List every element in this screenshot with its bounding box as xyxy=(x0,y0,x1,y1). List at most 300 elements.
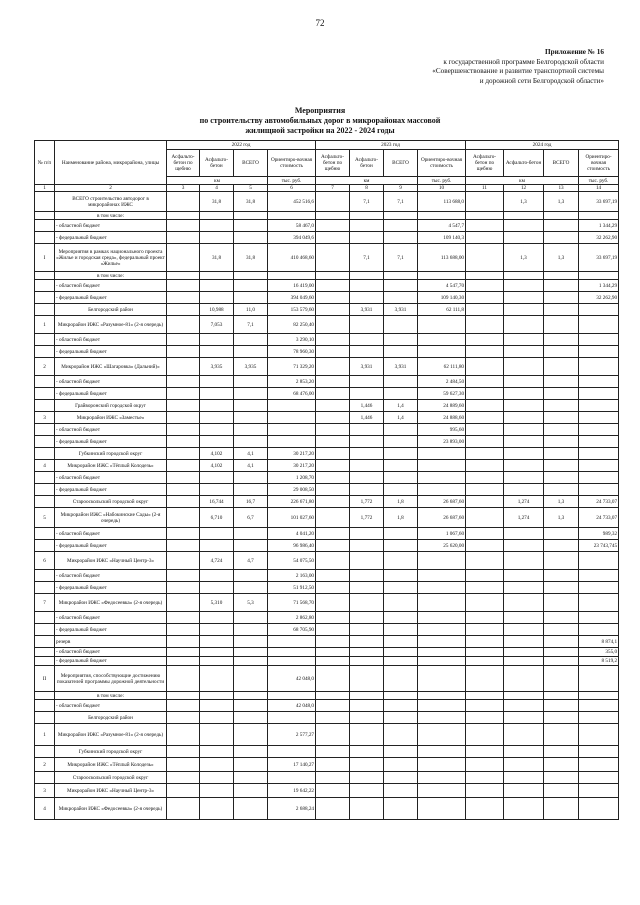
cell-value xyxy=(234,292,268,304)
cell-value xyxy=(504,758,544,772)
cell-value xyxy=(466,582,504,594)
cell-value xyxy=(350,280,384,292)
cell-value xyxy=(316,624,350,636)
cell-value xyxy=(268,272,316,280)
cell-value xyxy=(167,692,200,700)
cell-value xyxy=(384,528,418,540)
cell-value xyxy=(316,700,350,712)
column-number: 6 xyxy=(268,185,316,192)
cell-value xyxy=(544,376,579,388)
cell-value xyxy=(544,448,579,460)
row-number xyxy=(35,472,55,484)
cell-value xyxy=(350,334,384,346)
cell-value: 29 008,50 xyxy=(268,484,316,496)
cell-value: 355,0 xyxy=(579,648,619,657)
cell-value xyxy=(234,424,268,436)
cell-value xyxy=(466,496,504,508)
cell-value: 5,310 xyxy=(200,594,234,612)
cell-value xyxy=(200,700,234,712)
cell-value: 3,935 xyxy=(200,358,234,376)
cell-value: 3,931 xyxy=(384,304,418,316)
cell-value xyxy=(544,648,579,657)
cell-value xyxy=(350,388,384,400)
row-name: - федеральный бюджет xyxy=(55,582,167,594)
cell-value xyxy=(384,700,418,712)
cell-value xyxy=(167,772,200,784)
cell-value xyxy=(466,472,504,484)
cell-value xyxy=(466,612,504,624)
cell-value: 4,724 xyxy=(200,552,234,570)
cell-value: 7,1 xyxy=(384,244,418,272)
cell-value xyxy=(316,448,350,460)
cell-value xyxy=(544,798,579,820)
cell-value xyxy=(234,648,268,657)
cell-value: 109 140,30 xyxy=(418,292,466,304)
cell-value: 16,7 xyxy=(234,496,268,508)
cell-value: 19 642,22 xyxy=(268,784,316,798)
cell-value xyxy=(234,540,268,552)
cell-value xyxy=(466,304,504,316)
cell-value xyxy=(544,552,579,570)
sub-header: ВСЕГО xyxy=(384,150,418,177)
cell-value xyxy=(418,582,466,594)
cell-value xyxy=(466,244,504,272)
table-row xyxy=(35,636,619,648)
cell-value xyxy=(579,772,619,784)
cell-value xyxy=(268,636,316,648)
row-number xyxy=(35,232,55,244)
cell-value xyxy=(316,657,350,666)
cell-value: 62 111,8 xyxy=(418,304,466,316)
cell-value xyxy=(200,272,234,280)
table-row xyxy=(35,746,619,758)
cell-value xyxy=(350,746,384,758)
cell-value: 5,3 xyxy=(234,594,268,612)
cell-value: 2 853,20 xyxy=(268,376,316,388)
table-row xyxy=(35,700,619,712)
cell-value xyxy=(544,624,579,636)
cell-value xyxy=(350,460,384,472)
row-name: Микрорайон ИЖС «Научный Центр-3» xyxy=(55,784,167,798)
cell-value xyxy=(167,472,200,484)
row-name: - областной бюджет xyxy=(55,528,167,540)
cell-value xyxy=(350,424,384,436)
cell-value xyxy=(544,232,579,244)
cell-value: 995,60 xyxy=(418,424,466,436)
cell-value xyxy=(350,316,384,334)
cell-value: 4 547,70 xyxy=(418,280,466,292)
cell-value xyxy=(234,388,268,400)
cell-value xyxy=(544,666,579,692)
cell-value xyxy=(167,624,200,636)
cell-value xyxy=(579,212,619,220)
cell-value xyxy=(384,472,418,484)
cell-value xyxy=(316,334,350,346)
title-line: жилищной застройки на 2022 - 2024 годы xyxy=(245,125,395,135)
row-name: Микрорайон ИЖС «Разумное-81» (2-я очередь) xyxy=(55,724,167,746)
row-number: 3 xyxy=(35,784,55,798)
row-name: в том числе: xyxy=(55,692,167,700)
cell-value xyxy=(579,388,619,400)
cell-value xyxy=(466,192,504,212)
row-number: 4 xyxy=(35,460,55,472)
table-row xyxy=(35,472,619,484)
cell-value xyxy=(234,666,268,692)
row-number: 3 xyxy=(35,412,55,424)
row-name: - областной бюджет xyxy=(55,424,167,436)
cell-value xyxy=(544,724,579,746)
cell-value xyxy=(544,400,579,412)
cell-value: 1,8 xyxy=(384,508,418,528)
cell-value xyxy=(418,700,466,712)
cell-value xyxy=(384,212,418,220)
row-number xyxy=(35,712,55,724)
cell-value xyxy=(544,316,579,334)
unit-header: км xyxy=(466,177,579,185)
cell-value: 2 862,80 xyxy=(268,612,316,624)
column-number: 10 xyxy=(418,185,466,192)
cell-value xyxy=(466,758,504,772)
cell-value xyxy=(384,724,418,746)
cell-value xyxy=(234,724,268,746)
cell-value xyxy=(544,746,579,758)
cell-value: 26 687,60 xyxy=(418,508,466,528)
row-name: - областной бюджет xyxy=(55,334,167,346)
cell-value xyxy=(316,376,350,388)
cell-value: 1,3 xyxy=(504,192,544,212)
sub-header: Асфальто-бетон по щебню xyxy=(466,150,504,177)
cell-value xyxy=(200,472,234,484)
table-row xyxy=(35,496,619,508)
cell-value xyxy=(544,346,579,358)
cell-value xyxy=(384,798,418,820)
cell-value xyxy=(384,758,418,772)
cell-value: 1,446 xyxy=(350,400,384,412)
cell-value xyxy=(544,484,579,496)
table-row xyxy=(35,666,619,692)
sub-header: Ориентиро-вочная стоимость xyxy=(418,150,466,177)
cell-value xyxy=(200,758,234,772)
cell-value xyxy=(579,272,619,280)
row-name: Микрорайон ИЖС «Тёплый Колодезь» xyxy=(55,460,167,472)
cell-value xyxy=(466,484,504,496)
cell-value xyxy=(167,746,200,758)
cell-value: 24 733,07 xyxy=(579,496,619,508)
cell-value xyxy=(579,700,619,712)
cell-value: 62 111,80 xyxy=(418,358,466,376)
cell-value xyxy=(350,624,384,636)
cell-value xyxy=(384,280,418,292)
cell-value xyxy=(504,280,544,292)
cell-value xyxy=(167,648,200,657)
cell-value xyxy=(418,798,466,820)
row-name: - областной бюджет xyxy=(55,220,167,232)
cell-value xyxy=(316,648,350,657)
cell-value xyxy=(316,692,350,700)
row-number xyxy=(35,292,55,304)
cell-value: 989,32 xyxy=(579,528,619,540)
table-row xyxy=(35,784,619,798)
row-number: 7 xyxy=(35,594,55,612)
table-row xyxy=(35,540,619,552)
sub-header: ВСЕГО xyxy=(544,150,579,177)
row-name: Микрорайон ИЖС «Разумное-81» (2-я очередь) xyxy=(55,316,167,334)
cell-value xyxy=(316,496,350,508)
cell-value xyxy=(418,636,466,648)
cell-value xyxy=(466,460,504,472)
cell-value xyxy=(544,657,579,666)
cell-value: 11,0 xyxy=(234,304,268,316)
unit-header: км xyxy=(316,177,418,185)
cell-value xyxy=(200,798,234,820)
cell-value xyxy=(579,472,619,484)
cell-value xyxy=(234,412,268,424)
cell-value xyxy=(200,346,234,358)
cell-value xyxy=(504,692,544,700)
unit-header: тыс. руб. xyxy=(418,177,466,185)
cell-value xyxy=(466,798,504,820)
cell-value xyxy=(504,552,544,570)
column-number: 2 xyxy=(55,185,167,192)
cell-value xyxy=(200,400,234,412)
cell-value xyxy=(350,724,384,746)
row-number xyxy=(35,648,55,657)
cell-value xyxy=(234,700,268,712)
cell-value xyxy=(350,346,384,358)
cell-value xyxy=(466,400,504,412)
row-number: 5 xyxy=(35,508,55,528)
table-row xyxy=(35,388,619,400)
cell-value xyxy=(544,692,579,700)
row-name: - федеральный бюджет xyxy=(55,540,167,552)
cell-value xyxy=(504,484,544,496)
cell-value xyxy=(268,412,316,424)
row-name: Микрорайон ИЖС «Заместье» xyxy=(55,412,167,424)
cell-value xyxy=(418,746,466,758)
cell-value xyxy=(316,424,350,436)
cell-value: 113 688,00 xyxy=(418,244,466,272)
cell-value xyxy=(350,594,384,612)
cell-value xyxy=(466,528,504,540)
table-row xyxy=(35,346,619,358)
row-name: - федеральный бюджет xyxy=(55,657,167,666)
cell-value xyxy=(418,570,466,582)
cell-value xyxy=(234,570,268,582)
cell-value xyxy=(316,540,350,552)
cell-value xyxy=(167,272,200,280)
cell-value xyxy=(579,758,619,772)
cell-value xyxy=(200,292,234,304)
cell-value xyxy=(167,280,200,292)
row-name: Мероприятия в рамках национального проекта «Жилье и городская среда», федеральный проект «Жилье» xyxy=(55,244,167,272)
cell-value xyxy=(316,484,350,496)
cell-value xyxy=(234,436,268,448)
cell-value xyxy=(268,772,316,784)
cell-value xyxy=(504,272,544,280)
cell-value xyxy=(350,784,384,798)
cell-value xyxy=(544,334,579,346)
row-name: Микрорайон ИЖС «Федосеевка» (2-я очередь) xyxy=(55,798,167,820)
row-name: - федеральный бюджет xyxy=(55,292,167,304)
cell-value xyxy=(167,712,200,724)
cell-value xyxy=(579,594,619,612)
cell-value: 68 705,90 xyxy=(268,624,316,636)
cell-value xyxy=(504,724,544,746)
cell-value xyxy=(167,700,200,712)
cell-value xyxy=(418,657,466,666)
row-name: - федеральный бюджет xyxy=(55,624,167,636)
cell-value xyxy=(466,624,504,636)
cell-value xyxy=(316,636,350,648)
cell-value xyxy=(316,388,350,400)
cell-value xyxy=(418,316,466,334)
cell-value xyxy=(350,582,384,594)
cell-value xyxy=(316,612,350,624)
table-row xyxy=(35,624,619,636)
row-number xyxy=(35,540,55,552)
cell-value xyxy=(316,528,350,540)
row-number xyxy=(35,528,55,540)
cell-value: 42 048,0 xyxy=(268,666,316,692)
cell-value xyxy=(350,232,384,244)
appendix-line: к государственной программе Белгородской области xyxy=(443,57,604,66)
cell-value: 1 344,29 xyxy=(579,280,619,292)
table-row xyxy=(35,657,619,666)
cell-value xyxy=(544,636,579,648)
cell-value xyxy=(316,472,350,484)
cell-value xyxy=(167,528,200,540)
cell-value xyxy=(504,346,544,358)
cell-value xyxy=(466,648,504,657)
cell-value: 2 688,24 xyxy=(268,798,316,820)
cell-value xyxy=(384,570,418,582)
cell-value xyxy=(544,582,579,594)
cell-value xyxy=(167,316,200,334)
table-row xyxy=(35,612,619,624)
cell-value xyxy=(504,400,544,412)
cell-value: 101 027,60 xyxy=(268,508,316,528)
cell-value xyxy=(384,666,418,692)
cell-value xyxy=(466,540,504,552)
sub-header: Ориентиро-вочная стоимость xyxy=(268,150,316,177)
cell-value xyxy=(234,280,268,292)
cell-value xyxy=(384,692,418,700)
cell-value xyxy=(350,798,384,820)
cell-value xyxy=(167,594,200,612)
cell-value xyxy=(167,612,200,624)
cell-value xyxy=(350,552,384,570)
cell-value xyxy=(316,400,350,412)
table-row xyxy=(35,582,619,594)
cell-value xyxy=(234,746,268,758)
cell-value xyxy=(504,636,544,648)
sub-header: Асфальто-бетон по щебню xyxy=(167,150,200,177)
cell-value xyxy=(167,376,200,388)
cell-value xyxy=(200,220,234,232)
row-number: 2 xyxy=(35,758,55,772)
cell-value xyxy=(384,220,418,232)
column-number: 13 xyxy=(544,185,579,192)
row-number xyxy=(35,700,55,712)
cell-value: 23 743,745 xyxy=(579,540,619,552)
cell-value xyxy=(418,460,466,472)
cell-value xyxy=(268,712,316,724)
table-row xyxy=(35,460,619,472)
cell-value: 24 733,07 xyxy=(579,508,619,528)
cell-value xyxy=(544,280,579,292)
cell-value xyxy=(418,758,466,772)
row-name: Микрорайон ИЖС «Федосеевка» (2-я очередь) xyxy=(55,594,167,612)
row-name: - федеральный бюджет xyxy=(55,484,167,496)
sub-header: Асфальто-бетон xyxy=(200,150,234,177)
cell-value: 4 547,7 xyxy=(418,220,466,232)
cell-value xyxy=(579,570,619,582)
table-row xyxy=(35,412,619,424)
cell-value: 24 888,60 xyxy=(418,412,466,424)
cell-value xyxy=(544,304,579,316)
row-name: - областной бюджет xyxy=(55,280,167,292)
cell-value xyxy=(384,540,418,552)
column-number: 7 xyxy=(316,185,350,192)
row-name: Микрорайон ИЖС «Набокинские Сады» (2-я очередь) xyxy=(55,508,167,528)
cell-value xyxy=(466,657,504,666)
row-number xyxy=(35,624,55,636)
cell-value xyxy=(418,784,466,798)
cell-value xyxy=(200,376,234,388)
cell-value xyxy=(234,636,268,648)
cell-value xyxy=(350,528,384,540)
cell-value xyxy=(234,692,268,700)
cell-value xyxy=(234,334,268,346)
table-row xyxy=(35,232,619,244)
table-row xyxy=(35,376,619,388)
cell-value xyxy=(316,192,350,212)
cell-value: 1,274 xyxy=(504,508,544,528)
cell-value xyxy=(466,712,504,724)
cell-value xyxy=(418,484,466,496)
sub-header: Асфальто-бетон xyxy=(350,150,384,177)
cell-value: 10,988 xyxy=(200,304,234,316)
cell-value xyxy=(350,712,384,724)
cell-value xyxy=(544,700,579,712)
cell-value xyxy=(350,220,384,232)
cell-value xyxy=(316,594,350,612)
cell-value: 1,3 xyxy=(544,192,579,212)
cell-value: 33 697,19 xyxy=(579,244,619,272)
cell-value xyxy=(466,594,504,612)
title-line: Мероприятия xyxy=(294,106,346,115)
row-name: ВСЕГО строительство автодорог в микрорайонах ИЖС xyxy=(55,192,167,212)
cell-value xyxy=(418,594,466,612)
cell-value xyxy=(466,508,504,528)
row-number xyxy=(35,334,55,346)
cell-value: 8 874,1 xyxy=(579,636,619,648)
document-title xyxy=(0,106,640,135)
cell-value xyxy=(504,624,544,636)
cell-value xyxy=(504,528,544,540)
cell-value xyxy=(504,212,544,220)
row-number: 1 xyxy=(35,724,55,746)
row-number xyxy=(35,496,55,508)
table-row xyxy=(35,772,619,784)
cell-value xyxy=(350,772,384,784)
cell-value xyxy=(504,436,544,448)
cell-value xyxy=(418,772,466,784)
cell-value xyxy=(544,460,579,472)
row-number xyxy=(35,657,55,666)
cell-value xyxy=(200,636,234,648)
cell-value xyxy=(167,798,200,820)
